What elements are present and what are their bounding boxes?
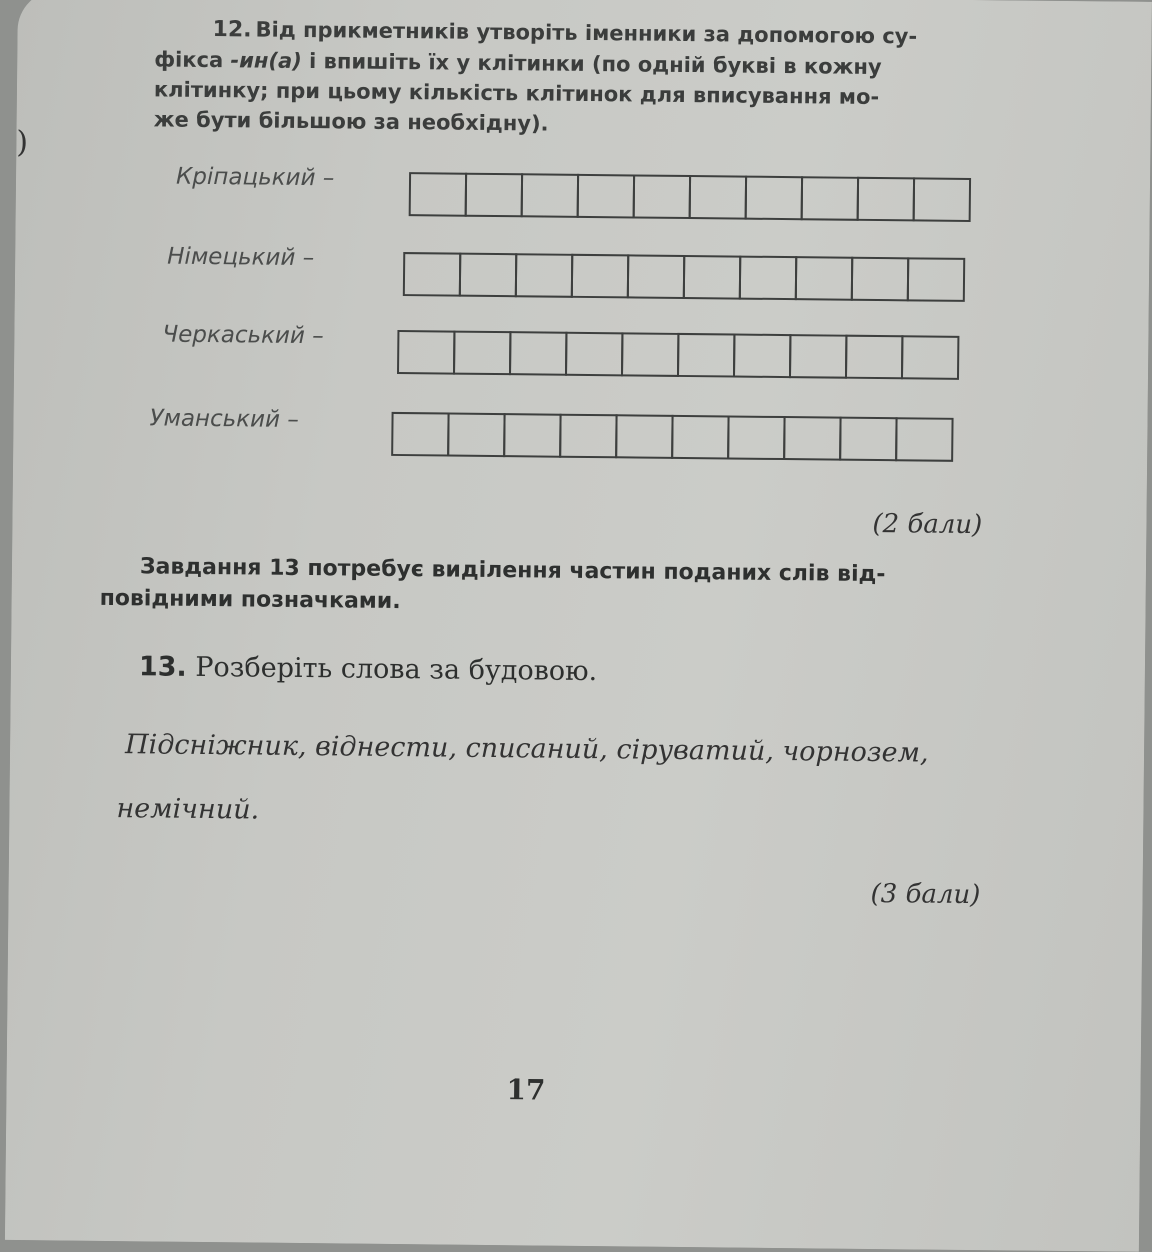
answer-cell[interactable] <box>521 173 579 218</box>
answer-cell[interactable] <box>671 415 729 460</box>
task-13-words <box>116 713 985 850</box>
answer-cell[interactable] <box>633 174 691 219</box>
task-13-heading <box>139 651 598 687</box>
answer-cell[interactable] <box>615 414 673 459</box>
answer-cell[interactable] <box>895 417 953 462</box>
task-12-points: (2 бали) <box>872 508 983 541</box>
answer-cell[interactable] <box>901 335 959 380</box>
task-12-suffix: -ин(а) <box>230 48 302 73</box>
task-13-number: 13. <box>138 651 187 683</box>
answer-cell[interactable] <box>627 254 685 299</box>
task-12-line2-prefix: фікса <box>154 47 231 73</box>
answer-cells-row-3[interactable] <box>399 330 959 380</box>
task-12-number: 12. <box>212 17 252 43</box>
answer-cell[interactable] <box>801 176 859 221</box>
answer-cells-row-2[interactable] <box>405 252 965 302</box>
answer-cell[interactable] <box>683 255 741 300</box>
task-12-line4: же бути більшою за необхідну). <box>153 107 549 136</box>
answer-cell[interactable] <box>857 177 915 222</box>
answer-cell[interactable] <box>727 415 785 460</box>
word-umanskyi: Уманський – <box>149 405 299 433</box>
task-13-intro <box>99 551 1010 625</box>
answer-cell[interactable] <box>745 176 803 221</box>
task-12-line2-rest: і впишіть їх у клітинки (по одній букві в кожну <box>301 48 882 80</box>
task-13-intro-line1: Завдання 13 потребує виділення частин поданих слів від- <box>139 554 886 588</box>
task-13-points: (3 бали) <box>870 878 981 911</box>
task-13-words-line2: немічний. <box>116 793 260 826</box>
page-number: 17 <box>506 1073 546 1107</box>
answer-cell[interactable] <box>503 413 561 458</box>
answer-cell[interactable] <box>689 175 747 220</box>
answer-cell[interactable] <box>577 174 635 219</box>
answer-cell[interactable] <box>509 331 567 376</box>
answer-cell[interactable] <box>391 412 449 457</box>
answer-cell[interactable] <box>677 333 735 378</box>
answer-cell[interactable] <box>839 417 897 462</box>
answer-cell[interactable] <box>851 257 909 302</box>
workbook-page <box>5 0 1152 1252</box>
answer-cells-row-1[interactable] <box>411 172 971 222</box>
answer-cell[interactable] <box>515 253 573 298</box>
answer-cell[interactable] <box>571 254 629 299</box>
answer-cell[interactable] <box>447 413 505 458</box>
task-12-text <box>153 14 1012 143</box>
answer-cell[interactable] <box>565 332 623 377</box>
answer-cell[interactable] <box>907 257 965 302</box>
word-cherkaskyi: Черкаський – <box>162 321 324 350</box>
answer-cell[interactable] <box>403 252 461 297</box>
answer-cell[interactable] <box>739 256 797 301</box>
answer-cell[interactable] <box>913 177 971 222</box>
task-13-words-line1: Підсніжник, віднести, списаний, сіруватий, чорнозем, <box>124 729 929 769</box>
task-13-intro-line2: повідними позначками. <box>99 585 401 615</box>
answer-cell[interactable] <box>621 332 679 377</box>
left-edge-bracket: ) <box>16 124 29 161</box>
answer-cell[interactable] <box>733 334 791 379</box>
word-nimetskyi: Німецький – <box>167 243 315 272</box>
answer-cell[interactable] <box>397 330 455 375</box>
answer-cell[interactable] <box>783 416 841 461</box>
answer-cell[interactable] <box>795 256 853 301</box>
answer-cell[interactable] <box>559 414 617 459</box>
answer-cells-row-4[interactable] <box>393 412 953 462</box>
answer-cell[interactable] <box>845 335 903 380</box>
answer-cell[interactable] <box>453 331 511 376</box>
word-kripatskyi: Кріпацький – <box>175 163 335 192</box>
task-12-line1: Від прикметників утворіть іменники за допомогою су- <box>255 17 918 49</box>
task-12-line3: клітинку; при цьому кількість клітинок для вписування мо- <box>153 77 880 110</box>
task-13-instruction: Розберіть слова за будовою. <box>195 651 598 688</box>
answer-cell[interactable] <box>459 253 517 298</box>
answer-cell[interactable] <box>789 334 847 379</box>
answer-cell[interactable] <box>465 173 523 218</box>
answer-cell[interactable] <box>409 172 467 217</box>
